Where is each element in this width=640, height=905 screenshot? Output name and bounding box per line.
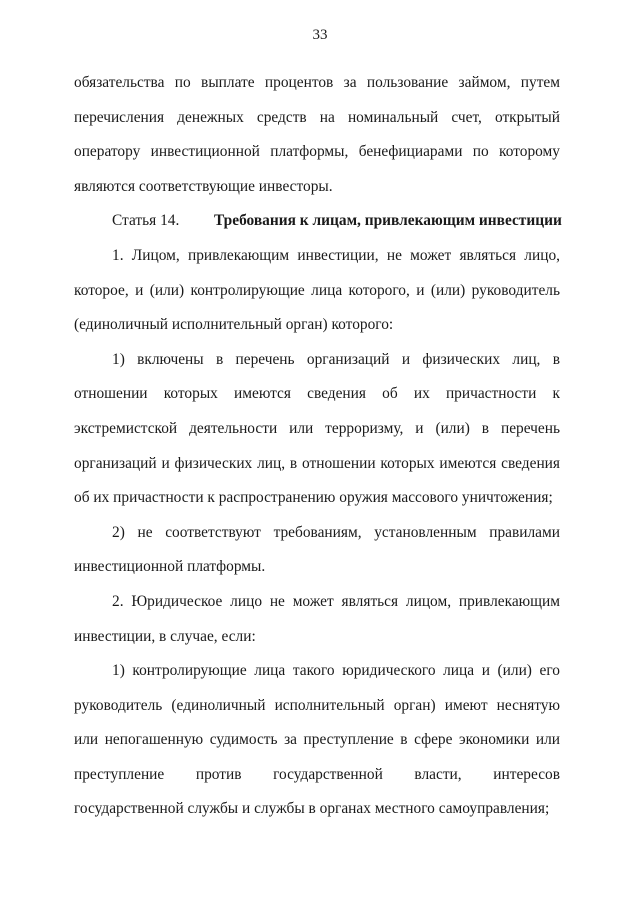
paragraph-2-item-1: 1) контролирующие лица такого юридического лица и (или) его руководитель (единоличный исполнительный орган) имеют неснятую или непогашенную судимость за преступление в сфере экономики или преступление против государственной власти, интересов государственной службы и службы в органах местного самоуправления;: [74, 662, 560, 818]
paragraph-1-item-1: 1) включены в перечень организаций и физических лиц, в отношении которых имеются сведения об их причастности к экстремистской деятельности или терроризму, и (или) в перечень организаций и физических лиц, в отношении которых имеются сведения об их причастности к распространению оружия массового уничтожения;: [74, 350, 560, 507]
paragraph-2: 2. Юридическое лицо не может являться лицом, привлекающим инвестиции, в случае, если:: [74, 592, 560, 645]
paragraph-1-item-2: 2) не соответствуют требованиям, установленным правилами инвестиционной платформы.: [74, 523, 560, 576]
article-label: Статья 14.: [112, 212, 180, 230]
page-number: 33: [312, 27, 328, 43]
article-heading: [74, 204, 560, 239]
document-body: [74, 66, 560, 827]
article-title: Требования к лицам, привлекающим инвестиции: [214, 212, 562, 230]
paragraph-continuation: обязательства по выплате процентов за пользование займом, путем перечисления денежных средств на номинальный счет, открытый оператору инвестиционной платформы, бенефициарами по которому являются соответствующие инвесторы.: [74, 74, 560, 195]
paragraph-1: 1. Лицом, привлекающим инвестиции, не может являться лицо, которое, и (или) контролирующие лица которого, и (или) руководитель (единоличный исполнительный орган) которого:: [74, 246, 560, 334]
